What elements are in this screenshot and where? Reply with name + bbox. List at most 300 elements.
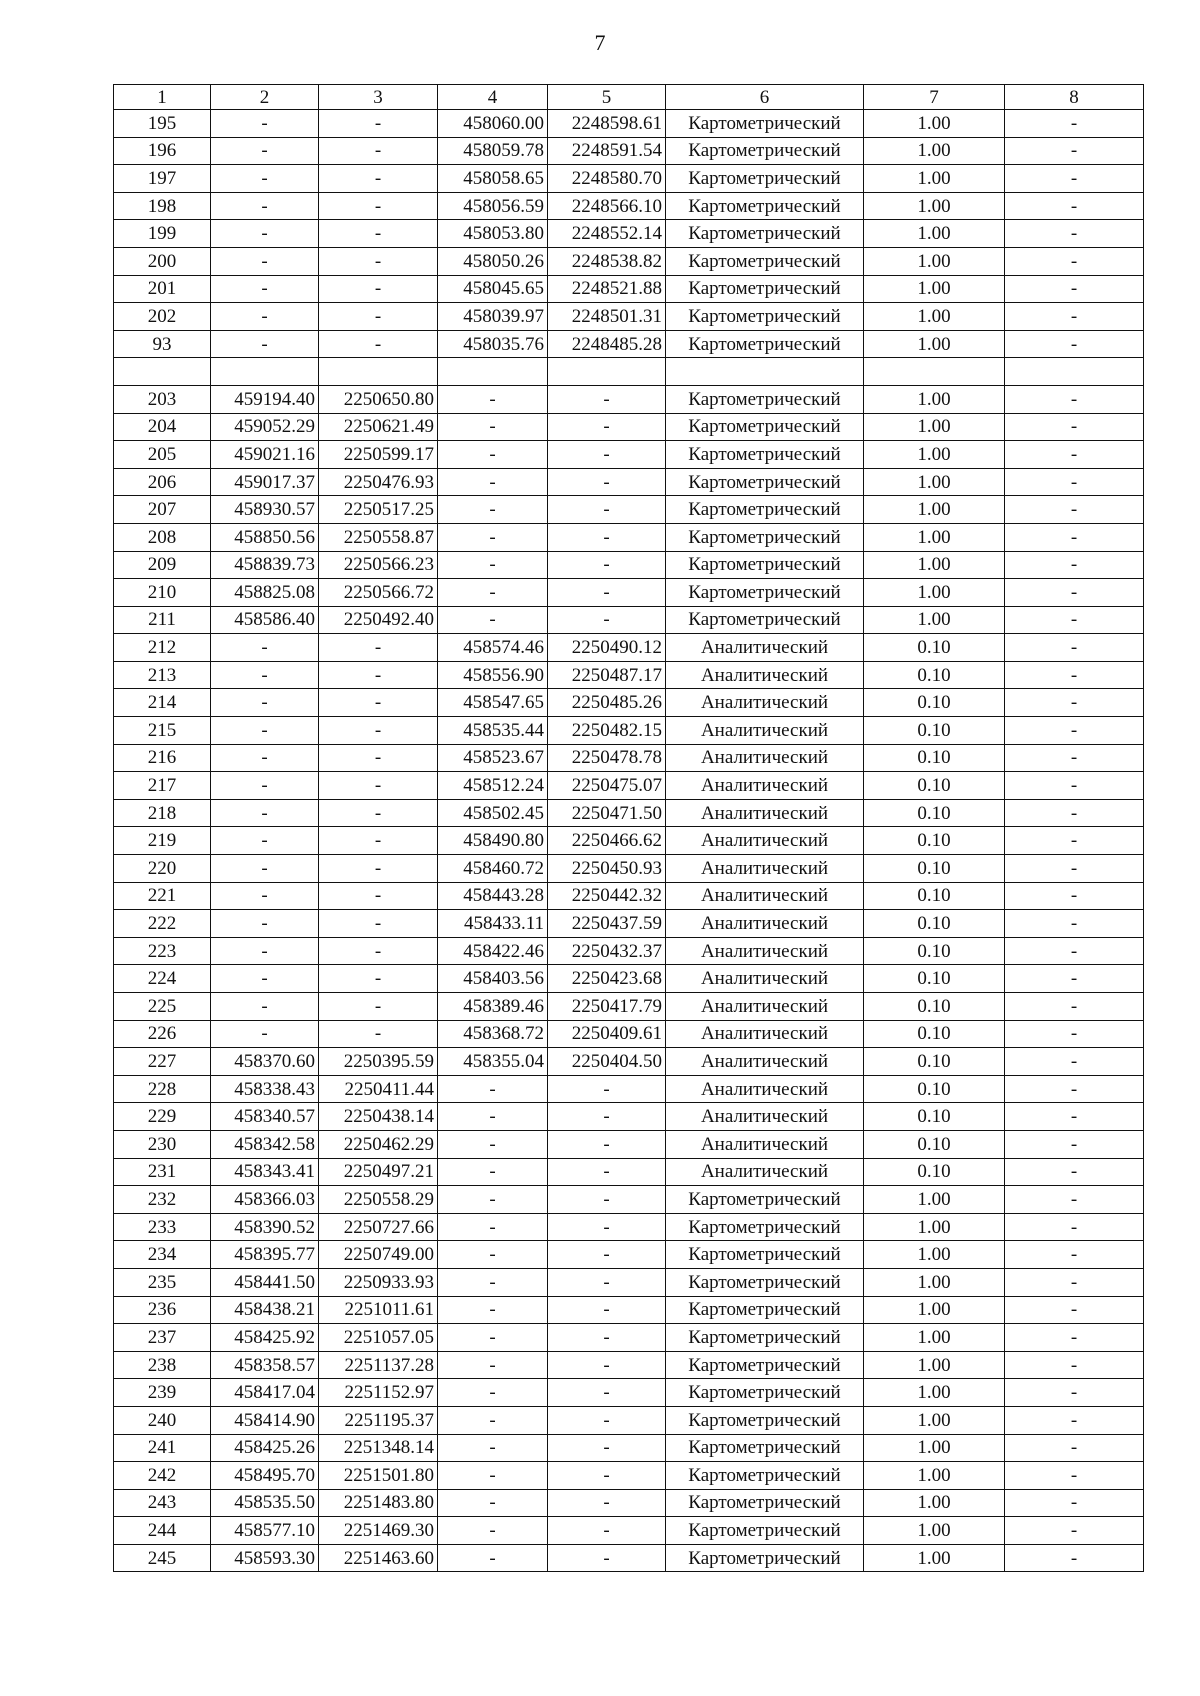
table-cell-col-5: - bbox=[548, 1379, 666, 1407]
table-cell-col-1: 206 bbox=[114, 468, 211, 496]
table-cell-col-5: 2248591.54 bbox=[548, 137, 666, 165]
table-cell-col-5: - bbox=[548, 1075, 666, 1103]
table-cell-col-1: 235 bbox=[114, 1268, 211, 1296]
table-cell-col-2: 459017.37 bbox=[211, 468, 319, 496]
table-cell-col-1: 207 bbox=[114, 496, 211, 524]
table-cell-col-4: - bbox=[438, 1489, 548, 1517]
table-row bbox=[114, 192, 1144, 220]
table-cell-col-3: - bbox=[319, 993, 438, 1021]
table-cell-col-5: 2248580.70 bbox=[548, 165, 666, 193]
table-cell-col-6: Картометрический bbox=[666, 441, 864, 469]
table-cell-col-3: - bbox=[319, 137, 438, 165]
table-cell-col-6: Картометрический bbox=[666, 1268, 864, 1296]
table-row bbox=[114, 1213, 1144, 1241]
table-cell-col-8: - bbox=[1005, 1434, 1144, 1462]
table-cell-col-7: 0.10 bbox=[864, 1158, 1005, 1186]
table-cell-col-6: Аналитический bbox=[666, 910, 864, 938]
table-cell-col-8: - bbox=[1005, 744, 1144, 772]
table-cell-col-1: 201 bbox=[114, 275, 211, 303]
table-cell-col-5: - bbox=[548, 1186, 666, 1214]
table-cell-col-3: 2250933.93 bbox=[319, 1268, 438, 1296]
table-row bbox=[114, 1489, 1144, 1517]
column-header-1: 1 bbox=[114, 85, 211, 110]
table-cell-col-3: - bbox=[319, 965, 438, 993]
coordinates-table bbox=[113, 84, 1144, 1572]
table-cell-col-2: 458441.50 bbox=[211, 1268, 319, 1296]
table-cell-col-7: 1.00 bbox=[864, 1268, 1005, 1296]
table-row bbox=[114, 1434, 1144, 1462]
table-cell-col-8: - bbox=[1005, 1406, 1144, 1434]
table-cell-col-5: - bbox=[548, 385, 666, 413]
table-cell-col-3: - bbox=[319, 303, 438, 331]
table-cell-col-7: 1.00 bbox=[864, 1517, 1005, 1545]
table-row bbox=[114, 1517, 1144, 1545]
table-cell-col-5: 2250417.79 bbox=[548, 993, 666, 1021]
table-cell-col-8: - bbox=[1005, 1103, 1144, 1131]
table-row bbox=[114, 303, 1144, 331]
table-row bbox=[114, 744, 1144, 772]
table-cell-col-4: - bbox=[438, 1158, 548, 1186]
table-cell-col-2: 458370.60 bbox=[211, 1048, 319, 1076]
table-cell-col-1: 216 bbox=[114, 744, 211, 772]
table-row bbox=[114, 1075, 1144, 1103]
table-cell-col-4: 458443.28 bbox=[438, 882, 548, 910]
table-cell-col-2: 458343.41 bbox=[211, 1158, 319, 1186]
table-cell-col-5: 2250478.78 bbox=[548, 744, 666, 772]
table-cell-col-1: 232 bbox=[114, 1186, 211, 1214]
table-row bbox=[114, 1544, 1144, 1572]
table-cell-col-8: - bbox=[1005, 1186, 1144, 1214]
table-cell-col-3: 2251152.97 bbox=[319, 1379, 438, 1407]
table-row bbox=[114, 441, 1144, 469]
table-row bbox=[114, 220, 1144, 248]
table-cell-col-6: Аналитический bbox=[666, 827, 864, 855]
table-cell-col-2: - bbox=[211, 165, 319, 193]
table-cell-col-1: 234 bbox=[114, 1241, 211, 1269]
table-cell-col-4: 458035.76 bbox=[438, 330, 548, 358]
table-cell-col-1: 244 bbox=[114, 1517, 211, 1545]
table-cell-col-2: - bbox=[211, 744, 319, 772]
table-cell-col-4: 458368.72 bbox=[438, 1020, 548, 1048]
table-cell-col-2: - bbox=[211, 855, 319, 883]
table-cell-col-7: 1.00 bbox=[864, 468, 1005, 496]
table-cell-col-7: 1.00 bbox=[864, 110, 1005, 138]
table-cell-col-7: 0.10 bbox=[864, 1103, 1005, 1131]
table-row bbox=[114, 523, 1144, 551]
table-cell-col-8: - bbox=[1005, 993, 1144, 1021]
table-cell-col-8: - bbox=[1005, 303, 1144, 331]
table-cell-col-3: 2251011.61 bbox=[319, 1296, 438, 1324]
table-cell-col-8: - bbox=[1005, 1048, 1144, 1076]
table-cell-col-3: - bbox=[319, 717, 438, 745]
table-cell-col-1 bbox=[114, 358, 211, 386]
table-header-row bbox=[114, 85, 1144, 110]
table-cell-col-4: - bbox=[438, 1241, 548, 1269]
table-cell-col-3: - bbox=[319, 247, 438, 275]
table-cell-col-8: - bbox=[1005, 579, 1144, 607]
table-cell-col-3: 2250650.80 bbox=[319, 385, 438, 413]
table-cell-col-6: Аналитический bbox=[666, 634, 864, 662]
table-cell-col-1: 237 bbox=[114, 1324, 211, 1352]
table-cell-col-1: 209 bbox=[114, 551, 211, 579]
table-cell-col-8: - bbox=[1005, 661, 1144, 689]
table-cell-col-8: - bbox=[1005, 937, 1144, 965]
table-cell-col-7: 1.00 bbox=[864, 496, 1005, 524]
table-row bbox=[114, 606, 1144, 634]
table-cell-col-4: 458502.45 bbox=[438, 799, 548, 827]
table-cell-col-5: - bbox=[548, 1462, 666, 1490]
table-cell-col-3: 2251501.80 bbox=[319, 1462, 438, 1490]
table-cell-col-7: 0.10 bbox=[864, 634, 1005, 662]
table-cell-col-4: - bbox=[438, 1544, 548, 1572]
table-cell-col-2: 458593.30 bbox=[211, 1544, 319, 1572]
table-cell-col-4: 458355.04 bbox=[438, 1048, 548, 1076]
table-cell-col-1: 228 bbox=[114, 1075, 211, 1103]
table-row bbox=[114, 993, 1144, 1021]
table-cell-col-2: 458414.90 bbox=[211, 1406, 319, 1434]
table-row bbox=[114, 275, 1144, 303]
table-cell-col-1: 205 bbox=[114, 441, 211, 469]
table-row bbox=[114, 661, 1144, 689]
table-cell-col-8 bbox=[1005, 358, 1144, 386]
table-cell-col-4: 458389.46 bbox=[438, 993, 548, 1021]
table-cell-col-5: 2250485.26 bbox=[548, 689, 666, 717]
table-cell-col-7: 1.00 bbox=[864, 137, 1005, 165]
table-row bbox=[114, 1296, 1144, 1324]
table-cell-col-4: - bbox=[438, 551, 548, 579]
table-cell-col-8: - bbox=[1005, 1213, 1144, 1241]
table-cell-col-8: - bbox=[1005, 1075, 1144, 1103]
table-cell-col-4: - bbox=[438, 1296, 548, 1324]
table-cell-col-4: - bbox=[438, 496, 548, 524]
table-cell-col-3: 2250566.23 bbox=[319, 551, 438, 579]
table-cell-col-7: 1.00 bbox=[864, 220, 1005, 248]
table-cell-col-2: - bbox=[211, 717, 319, 745]
table-cell-col-5: 2250487.17 bbox=[548, 661, 666, 689]
table-cell-col-5: - bbox=[548, 1544, 666, 1572]
table-cell-col-2: 458495.70 bbox=[211, 1462, 319, 1490]
table-cell-col-2: 458577.10 bbox=[211, 1517, 319, 1545]
table-row bbox=[114, 1324, 1144, 1352]
table-cell-col-5: - bbox=[548, 1130, 666, 1158]
table-cell-col-1: 222 bbox=[114, 910, 211, 938]
table-cell-col-3: - bbox=[319, 661, 438, 689]
table-row bbox=[114, 1020, 1144, 1048]
table-cell-col-2: 458930.57 bbox=[211, 496, 319, 524]
table-cell-col-5 bbox=[548, 358, 666, 386]
table-cell-col-2: 458340.57 bbox=[211, 1103, 319, 1131]
table-cell-col-1: 211 bbox=[114, 606, 211, 634]
table-cell-col-2: 458390.52 bbox=[211, 1213, 319, 1241]
table-cell-col-2: - bbox=[211, 634, 319, 662]
table-cell-col-1: 229 bbox=[114, 1103, 211, 1131]
table-cell-col-6: Аналитический bbox=[666, 993, 864, 1021]
table-cell-col-7: 1.00 bbox=[864, 579, 1005, 607]
table-cell-col-7: 1.00 bbox=[864, 1241, 1005, 1269]
table-row bbox=[114, 579, 1144, 607]
table-cell-col-6: Картометрический bbox=[666, 220, 864, 248]
table-cell-col-2: - bbox=[211, 799, 319, 827]
table-cell-col-6: Картометрический bbox=[666, 1351, 864, 1379]
table-cell-col-7: 0.10 bbox=[864, 799, 1005, 827]
table-cell-col-7: 1.00 bbox=[864, 606, 1005, 634]
table-row bbox=[114, 1406, 1144, 1434]
table-cell-col-1: 220 bbox=[114, 855, 211, 883]
table-row bbox=[114, 1241, 1144, 1269]
table-cell-col-4: - bbox=[438, 468, 548, 496]
table-cell-col-7 bbox=[864, 358, 1005, 386]
table-cell-col-3: - bbox=[319, 937, 438, 965]
table-cell-col-7: 0.10 bbox=[864, 910, 1005, 938]
table-cell-col-6: Аналитический bbox=[666, 1075, 864, 1103]
table-cell-col-2: - bbox=[211, 689, 319, 717]
table-cell-col-2: - bbox=[211, 965, 319, 993]
table-cell-col-8: - bbox=[1005, 1379, 1144, 1407]
table-cell-col-8: - bbox=[1005, 413, 1144, 441]
table-row bbox=[114, 717, 1144, 745]
table-row bbox=[114, 385, 1144, 413]
table-cell-col-5: - bbox=[548, 1213, 666, 1241]
table-cell-col-5: - bbox=[548, 551, 666, 579]
table-cell-col-6: Картометрический bbox=[666, 247, 864, 275]
table-cell-col-6: Аналитический bbox=[666, 855, 864, 883]
table-cell-col-2: - bbox=[211, 1020, 319, 1048]
table-cell-col-5: - bbox=[548, 1351, 666, 1379]
table-cell-col-2: 459021.16 bbox=[211, 441, 319, 469]
table-cell-col-1: 200 bbox=[114, 247, 211, 275]
table-cell-col-8: - bbox=[1005, 441, 1144, 469]
table-cell-col-6: Картометрический bbox=[666, 165, 864, 193]
table-cell-col-3: 2250727.66 bbox=[319, 1213, 438, 1241]
table-cell-col-6: Картометрический bbox=[666, 496, 864, 524]
table-cell-col-2: 458358.57 bbox=[211, 1351, 319, 1379]
table-cell-col-1: 214 bbox=[114, 689, 211, 717]
table-cell-col-2: 458535.50 bbox=[211, 1489, 319, 1517]
table-row bbox=[114, 1186, 1144, 1214]
table-cell-col-8: - bbox=[1005, 772, 1144, 800]
table-cell-col-5: - bbox=[548, 1241, 666, 1269]
table-cell-col-4: 458556.90 bbox=[438, 661, 548, 689]
table-cell-col-8: - bbox=[1005, 910, 1144, 938]
table-cell-col-2: 458586.40 bbox=[211, 606, 319, 634]
table-cell-col-1: 241 bbox=[114, 1434, 211, 1462]
table-cell-col-6: Картометрический bbox=[666, 1186, 864, 1214]
table-cell-col-8: - bbox=[1005, 551, 1144, 579]
table-cell-col-5: - bbox=[548, 1434, 666, 1462]
table-cell-col-2: 459052.29 bbox=[211, 413, 319, 441]
table-cell-col-3: 2251195.37 bbox=[319, 1406, 438, 1434]
table-cell-col-3: 2250497.21 bbox=[319, 1158, 438, 1186]
table-cell-col-6: Картометрический bbox=[666, 303, 864, 331]
table-cell-col-5: 2248501.31 bbox=[548, 303, 666, 331]
table-cell-col-1: 213 bbox=[114, 661, 211, 689]
table-cell-col-7: 0.10 bbox=[864, 827, 1005, 855]
table-cell-col-6: Картометрический bbox=[666, 330, 864, 358]
table-cell-col-6: Аналитический bbox=[666, 1130, 864, 1158]
table-cell-col-3: - bbox=[319, 827, 438, 855]
table-cell-col-3: - bbox=[319, 275, 438, 303]
table-cell-col-6: Аналитический bbox=[666, 1103, 864, 1131]
table-cell-col-3: 2251137.28 bbox=[319, 1351, 438, 1379]
table-cell-col-3: 2251057.05 bbox=[319, 1324, 438, 1352]
table-cell-col-8: - bbox=[1005, 275, 1144, 303]
table-cell-col-6: Аналитический bbox=[666, 744, 864, 772]
table-cell-col-5: 2248598.61 bbox=[548, 110, 666, 138]
table-cell-col-8: - bbox=[1005, 1517, 1144, 1545]
table-cell-col-4: - bbox=[438, 1379, 548, 1407]
table-cell-col-5: 2250437.59 bbox=[548, 910, 666, 938]
table-cell-col-3: 2250621.49 bbox=[319, 413, 438, 441]
table-row bbox=[114, 882, 1144, 910]
table-cell-col-1: 226 bbox=[114, 1020, 211, 1048]
table-cell-col-6: Аналитический bbox=[666, 1048, 864, 1076]
table-cell-col-1: 218 bbox=[114, 799, 211, 827]
table-cell-col-5: - bbox=[548, 579, 666, 607]
table-cell-col-4: 458403.56 bbox=[438, 965, 548, 993]
table-cell-col-6: Картометрический bbox=[666, 1213, 864, 1241]
table-cell-col-6: Картометрический bbox=[666, 1462, 864, 1490]
table-cell-col-6: Картометрический bbox=[666, 1489, 864, 1517]
table-cell-col-6: Картометрический bbox=[666, 579, 864, 607]
table-cell-col-7: 1.00 bbox=[864, 413, 1005, 441]
table-cell-col-4: - bbox=[438, 1434, 548, 1462]
table-cell-col-1: 202 bbox=[114, 303, 211, 331]
table-cell-col-3: 2251483.80 bbox=[319, 1489, 438, 1517]
table-cell-col-8: - bbox=[1005, 1268, 1144, 1296]
table-cell-col-7: 1.00 bbox=[864, 1544, 1005, 1572]
table-cell-col-2: 458342.58 bbox=[211, 1130, 319, 1158]
table-cell-col-4: 458535.44 bbox=[438, 717, 548, 745]
table-cell-col-8: - bbox=[1005, 468, 1144, 496]
table-cell-col-2: 458366.03 bbox=[211, 1186, 319, 1214]
table-cell-col-3: - bbox=[319, 882, 438, 910]
table-cell-col-2: 458417.04 bbox=[211, 1379, 319, 1407]
table-row bbox=[114, 358, 1144, 386]
table-cell-col-8: - bbox=[1005, 385, 1144, 413]
table-cell-col-7: 0.10 bbox=[864, 689, 1005, 717]
table-cell-col-1: 208 bbox=[114, 523, 211, 551]
table-cell-col-3: 2250438.14 bbox=[319, 1103, 438, 1131]
table-cell-col-7: 0.10 bbox=[864, 1130, 1005, 1158]
table-cell-col-3: - bbox=[319, 855, 438, 883]
table-row bbox=[114, 247, 1144, 275]
table-row bbox=[114, 827, 1144, 855]
table-cell-col-1: 210 bbox=[114, 579, 211, 607]
table-cell-col-5: 2248538.82 bbox=[548, 247, 666, 275]
table-cell-col-5: 2250475.07 bbox=[548, 772, 666, 800]
table-cell-col-5: 2250442.32 bbox=[548, 882, 666, 910]
table-cell-col-7: 0.10 bbox=[864, 772, 1005, 800]
table-cell-col-5: - bbox=[548, 1158, 666, 1186]
table-cell-col-5: - bbox=[548, 441, 666, 469]
table-cell-col-7: 1.00 bbox=[864, 330, 1005, 358]
table-cell-col-5: - bbox=[548, 1296, 666, 1324]
table-cell-col-3: 2251348.14 bbox=[319, 1434, 438, 1462]
table-cell-col-4: - bbox=[438, 1462, 548, 1490]
table-cell-col-5: 2250432.37 bbox=[548, 937, 666, 965]
table-row bbox=[114, 937, 1144, 965]
table-cell-col-4: - bbox=[438, 1130, 548, 1158]
column-header-4: 4 bbox=[438, 85, 548, 110]
table-cell-col-6: Аналитический bbox=[666, 965, 864, 993]
table-cell-col-3: 2250558.29 bbox=[319, 1186, 438, 1214]
table-cell-col-8: - bbox=[1005, 689, 1144, 717]
table-cell-col-7: 1.00 bbox=[864, 1379, 1005, 1407]
table-cell-col-6: Аналитический bbox=[666, 689, 864, 717]
table-cell-col-5: - bbox=[548, 413, 666, 441]
table-row bbox=[114, 165, 1144, 193]
table-cell-col-6: Картометрический bbox=[666, 110, 864, 138]
table-cell-col-5: - bbox=[548, 1324, 666, 1352]
table-cell-col-7: 1.00 bbox=[864, 165, 1005, 193]
table-cell-col-4: 458039.97 bbox=[438, 303, 548, 331]
table-cell-col-5: - bbox=[548, 523, 666, 551]
table-row bbox=[114, 965, 1144, 993]
table-cell-col-4: - bbox=[438, 606, 548, 634]
table-cell-col-1: 230 bbox=[114, 1130, 211, 1158]
table-cell-col-2 bbox=[211, 358, 319, 386]
table-row bbox=[114, 110, 1144, 138]
table-cell-col-5: 2250423.68 bbox=[548, 965, 666, 993]
table-cell-col-3: 2250492.40 bbox=[319, 606, 438, 634]
table-cell-col-7: 1.00 bbox=[864, 192, 1005, 220]
table-cell-col-7: 0.10 bbox=[864, 965, 1005, 993]
table-cell-col-4: 458422.46 bbox=[438, 937, 548, 965]
table-cell-col-7: 0.10 bbox=[864, 882, 1005, 910]
column-header-2: 2 bbox=[211, 85, 319, 110]
table-cell-col-3: 2250749.00 bbox=[319, 1241, 438, 1269]
table-cell-col-4: 458574.46 bbox=[438, 634, 548, 662]
table-cell-col-1: 221 bbox=[114, 882, 211, 910]
table-cell-col-4: 458053.80 bbox=[438, 220, 548, 248]
table-cell-col-4: 458547.65 bbox=[438, 689, 548, 717]
table-cell-col-2: - bbox=[211, 937, 319, 965]
table-cell-col-3: - bbox=[319, 192, 438, 220]
table-cell-col-6: Аналитический bbox=[666, 799, 864, 827]
table-cell-col-6: Картометрический bbox=[666, 1544, 864, 1572]
table-cell-col-8: - bbox=[1005, 1351, 1144, 1379]
table-cell-col-4: - bbox=[438, 1213, 548, 1241]
table-cell-col-2: 458338.43 bbox=[211, 1075, 319, 1103]
table-cell-col-5: - bbox=[548, 1268, 666, 1296]
table-cell-col-7: 1.00 bbox=[864, 1324, 1005, 1352]
table-cell-col-2: 458850.56 bbox=[211, 523, 319, 551]
table-cell-col-4: - bbox=[438, 385, 548, 413]
table-cell-col-2: 458825.08 bbox=[211, 579, 319, 607]
table-cell-col-1: 93 bbox=[114, 330, 211, 358]
table-cell-col-4: - bbox=[438, 1103, 548, 1131]
table-row bbox=[114, 413, 1144, 441]
table-row bbox=[114, 496, 1144, 524]
table-cell-col-4: 458512.24 bbox=[438, 772, 548, 800]
table-cell-col-1: 196 bbox=[114, 137, 211, 165]
column-header-8: 8 bbox=[1005, 85, 1144, 110]
table-cell-col-2: 458839.73 bbox=[211, 551, 319, 579]
table-cell-col-8: - bbox=[1005, 1158, 1144, 1186]
table-cell-col-6: Аналитический bbox=[666, 717, 864, 745]
table-cell-col-5: 2248485.28 bbox=[548, 330, 666, 358]
table-cell-col-8: - bbox=[1005, 1324, 1144, 1352]
table-cell-col-6: Картометрический bbox=[666, 551, 864, 579]
table-cell-col-3: 2250566.72 bbox=[319, 579, 438, 607]
table-body bbox=[114, 110, 1144, 1572]
table-cell-col-3: 2250599.17 bbox=[319, 441, 438, 469]
table-cell-col-8: - bbox=[1005, 606, 1144, 634]
table-row bbox=[114, 1351, 1144, 1379]
table-cell-col-1: 243 bbox=[114, 1489, 211, 1517]
table-cell-col-8: - bbox=[1005, 220, 1144, 248]
table-cell-col-8: - bbox=[1005, 634, 1144, 662]
